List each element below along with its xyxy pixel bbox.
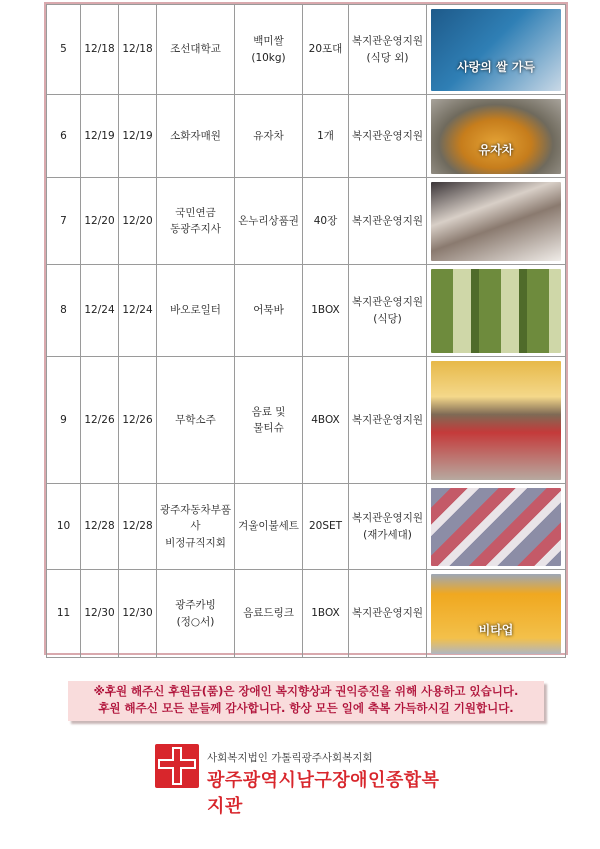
donor-name <box>157 484 235 570</box>
donation-item-line: 온누리상품권 <box>238 214 299 227</box>
process-date: 12/28 <box>119 484 157 570</box>
receipt-date: 12/28 <box>81 484 119 570</box>
donation-item-line: 어묵바 <box>253 304 284 317</box>
usage <box>349 570 427 658</box>
usage <box>349 95 427 178</box>
usage <box>349 484 427 570</box>
receipt-date: 12/30 <box>81 570 119 658</box>
donation-item-line: 백미쌀 <box>253 35 284 48</box>
photo-cell <box>427 95 566 178</box>
thank-you-notice <box>68 681 544 721</box>
donor-name-line: 광주자동차부품사 <box>159 504 231 533</box>
donor-name <box>157 357 235 484</box>
donation-item <box>235 357 303 484</box>
table-row <box>47 178 566 265</box>
donation-item-line: 음료 및 <box>251 405 286 418</box>
usage-line: (식당) <box>373 312 402 325</box>
usage-line: 복지관운영지원 <box>351 35 423 48</box>
receipt-date: 12/18 <box>81 5 119 95</box>
usage-line: 복지관운영지원 <box>351 413 423 426</box>
photo-cell <box>427 265 566 357</box>
donor-name-line: 비정규직지회 <box>165 536 226 549</box>
donor-name-line: 소화자매원 <box>170 129 221 142</box>
row-number: 6 <box>47 95 81 178</box>
donation-item <box>235 265 303 357</box>
donor-name-line: 바오로일터 <box>170 304 221 317</box>
usage <box>349 357 427 484</box>
donor-name <box>157 95 235 178</box>
quantity: 20포대 <box>303 5 349 95</box>
table-row <box>47 570 566 658</box>
notice-line-1: ※후원 해주신 후원금(품)은 장애인 복지향상과 권익증진을 위해 사용하고 있습니다. <box>93 684 519 698</box>
process-date: 12/30 <box>119 570 157 658</box>
donation-item <box>235 178 303 265</box>
table-row <box>47 265 566 357</box>
donation-item <box>235 5 303 95</box>
red-cross-logo-icon <box>155 744 199 788</box>
photo-cell <box>427 570 566 658</box>
photo-label: 유자차 <box>478 142 514 157</box>
drinks-wipes-photo <box>431 361 561 480</box>
process-date: 12/18 <box>119 5 157 95</box>
donation-item-line: 음료드링크 <box>243 607 294 620</box>
donation-item-line: 겨울이불세트 <box>238 520 299 533</box>
donation-item-line: (10kg) <box>251 51 286 64</box>
photo-cell <box>427 178 566 265</box>
donor-name <box>157 265 235 357</box>
blanket-sets-photo <box>431 488 561 566</box>
organization-subtitle: 사회복지법인 가톨릭광주사회복지회 <box>207 752 373 764</box>
quantity: 40장 <box>303 178 349 265</box>
donation-item <box>235 95 303 178</box>
rice-bag-photo <box>431 9 561 91</box>
usage <box>349 265 427 357</box>
row-number: 11 <box>47 570 81 658</box>
receipt-date: 12/19 <box>81 95 119 178</box>
quantity: 1BOX <box>303 265 349 357</box>
donor-name-line: 광주카빙 <box>175 599 216 612</box>
donor-name-line: (정○서) <box>176 615 215 628</box>
organization-name: 광주광역시남구장애인종합복지관 <box>207 770 440 817</box>
usage-line: 복지관운영지원 <box>351 296 423 309</box>
table-row <box>47 357 566 484</box>
table-row <box>47 95 566 178</box>
row-number: 7 <box>47 178 81 265</box>
process-date: 12/24 <box>119 265 157 357</box>
receipt-date: 12/26 <box>81 357 119 484</box>
gift-voucher-photo <box>431 182 561 261</box>
donation-table-frame <box>44 2 568 655</box>
photo-cell <box>427 5 566 95</box>
usage-line: 복지관운영지원 <box>351 129 423 142</box>
donation-item <box>235 570 303 658</box>
photo-label: 비타업 <box>478 622 514 637</box>
usage-line: 복지관운영지원 <box>351 607 423 620</box>
fishcake-packs-photo <box>431 269 561 353</box>
donor-name <box>157 570 235 658</box>
usage <box>349 178 427 265</box>
donor-name-line: 동광주지사 <box>170 223 221 235</box>
quantity: 1개 <box>303 95 349 178</box>
yuja-tea-jar-photo <box>431 99 561 174</box>
row-number: 5 <box>47 5 81 95</box>
quantity: 20SET <box>303 484 349 570</box>
notice-line-2: 후원 해주신 모든 분들께 감사합니다. 항상 모든 일에 축복 가득하시길 기원합니다. <box>98 701 514 715</box>
donation-item-line: 물티슈 <box>253 422 284 434</box>
row-number: 10 <box>47 484 81 570</box>
table-row <box>47 5 566 95</box>
donor-name-line: 국민연금 <box>175 206 216 219</box>
donation-table <box>46 4 566 658</box>
table-row <box>47 484 566 570</box>
usage-line: 복지관운영지원 <box>351 214 423 227</box>
process-date: 12/19 <box>119 95 157 178</box>
process-date: 12/26 <box>119 357 157 484</box>
row-number: 9 <box>47 357 81 484</box>
donation-item-line: 유자차 <box>253 129 284 142</box>
usage-line: (식당 외) <box>366 51 409 64</box>
process-date: 12/20 <box>119 178 157 265</box>
usage <box>349 5 427 95</box>
photo-cell <box>427 484 566 570</box>
row-number: 8 <box>47 265 81 357</box>
receipt-date: 12/24 <box>81 265 119 357</box>
usage-line: 복지관운영지원 <box>351 512 423 525</box>
photo-label: 사랑의 쌀 가득 <box>457 59 535 74</box>
donor-name <box>157 5 235 95</box>
donation-item <box>235 484 303 570</box>
donor-name-line: 조선대학교 <box>170 43 221 56</box>
donor-name <box>157 178 235 265</box>
donor-name-line: 무학소주 <box>175 413 216 426</box>
photo-cell <box>427 357 566 484</box>
usage-line: (재가세대) <box>363 528 412 541</box>
footer-logo <box>155 744 455 817</box>
receipt-date: 12/20 <box>81 178 119 265</box>
vitamin-drink-box-photo <box>431 574 561 654</box>
quantity: 4BOX <box>303 357 349 484</box>
quantity: 1BOX <box>303 570 349 658</box>
